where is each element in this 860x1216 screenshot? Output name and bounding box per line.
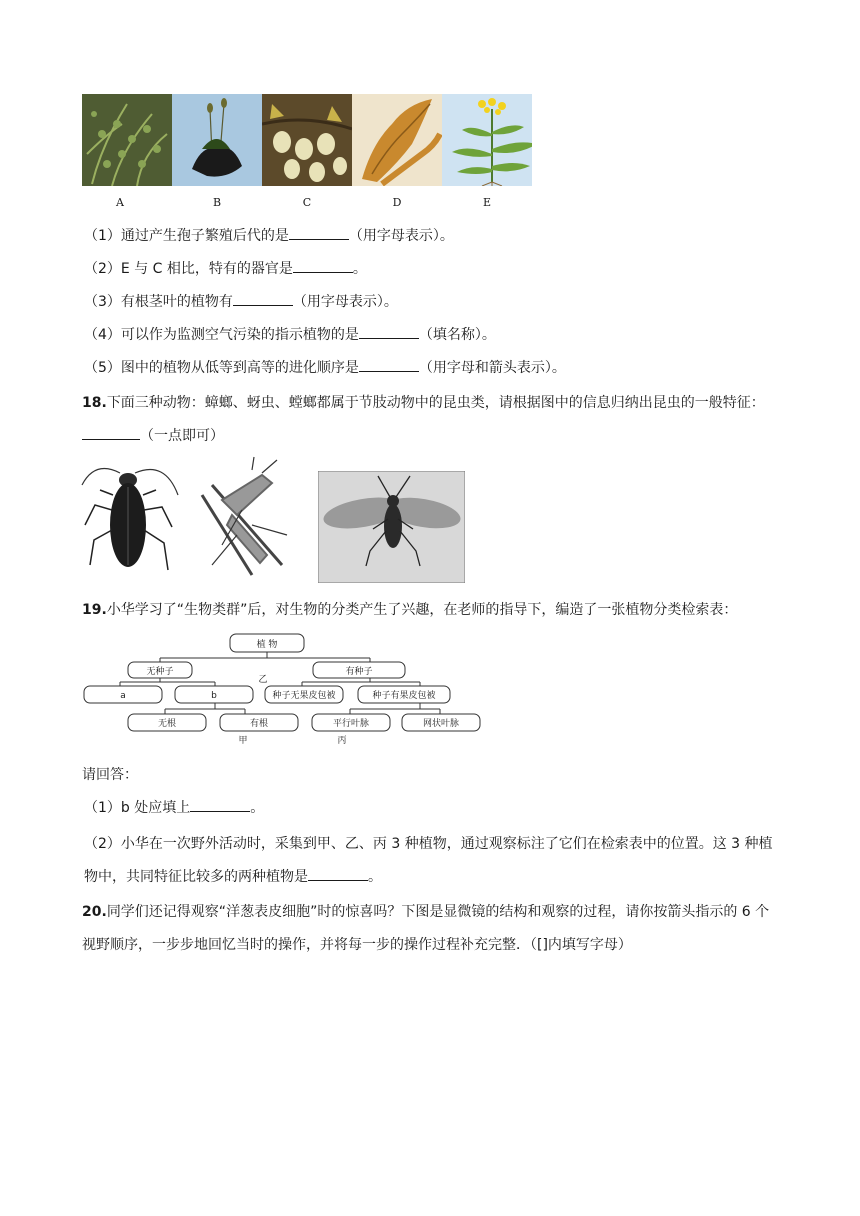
q17-item-1: （1）通过产生孢子繁殖后代的是 （用字母表示）。	[84, 225, 454, 247]
key-root: 植 物	[256, 640, 278, 650]
plant-label-b: B	[212, 196, 222, 209]
key-b: b	[211, 691, 217, 701]
key-a: a	[120, 691, 126, 701]
plant-label-a: A	[116, 196, 124, 209]
ginkgo-image	[262, 94, 352, 186]
key-seed-bare: 种子无果皮包被	[272, 691, 336, 701]
answer-blank[interactable]	[293, 258, 353, 273]
q19-sub-1: （1）b 处应填上 。	[84, 797, 264, 819]
key-yi: 乙	[258, 675, 268, 685]
q17-item-3: （3）有根茎叶的植物有 （用字母表示）。	[84, 291, 398, 313]
plant-label-c: C	[302, 196, 312, 209]
q17-item-2: （2）E 与 C 相比，特有的器官是 。	[84, 258, 367, 280]
answer-blank[interactable]	[82, 425, 140, 440]
question-19: 19.小华学习了“生物类群”后，对生物的分类产生了兴趣，在老师的指导下，编造了一张植物分类检索表：	[82, 602, 738, 618]
aphid-image	[318, 471, 465, 583]
q19-prompt: 请回答：	[82, 767, 138, 783]
key-no-root: 无根	[157, 719, 177, 729]
answer-blank[interactable]	[359, 357, 419, 372]
q19-sub-2: （2）小华在一次野外活动时，采集到甲、乙、丙 3 种植物，通过观察标注了它们在检索表中的位置。这 3 种植物中，共同特征比较多的两种植物是 。	[84, 836, 773, 885]
answer-blank[interactable]	[233, 291, 293, 306]
plant-image-labels	[82, 196, 532, 209]
cockroach-image	[80, 455, 180, 580]
q17-item-4: （4）可以作为监测空气污染的指示植物的是 （填名称）。	[84, 324, 496, 346]
question-number: 19.	[82, 602, 107, 618]
question-number: 20.	[82, 904, 107, 920]
moss-image	[172, 94, 262, 186]
key-bing: 丙	[337, 736, 347, 746]
q17-item-5: （5）图中的植物从低等到高等的进化顺序是 （用字母和箭头表示）。	[84, 357, 566, 379]
plant-classification-key	[80, 630, 490, 752]
answer-blank[interactable]	[190, 797, 250, 812]
insect-images	[80, 455, 470, 585]
key-net-vein: 网状叶脉	[422, 719, 460, 729]
fern-image	[82, 94, 172, 186]
key-seed-covered: 种子有果皮包被	[372, 691, 436, 701]
question-20: 20.同学们还记得观察“洋葱表皮细胞”时的惊喜吗？下图是显微镜的结构和观察的过程，请你按箭头指示的 6 个视野顺序，一步步地回忆当时的操作，并将每一步的操作过程补充完整．（[]内填写字母）	[82, 904, 770, 953]
mantis-image	[192, 455, 302, 583]
key-parallel-vein: 平行叶脉	[332, 719, 370, 729]
key-has-seed: 有种子	[345, 667, 373, 677]
key-jia: 甲	[238, 736, 248, 746]
answer-blank[interactable]	[359, 324, 419, 339]
answer-blank[interactable]	[289, 225, 349, 240]
seaweed-image	[352, 94, 442, 186]
question-18: 18.下面三种动物：蟑螂、蚜虫、螳螂都属于节肢动物中的昆虫类，请根据图中的信息归纳出昆虫的一般特征：（一点即可）	[82, 395, 765, 444]
plant-image-strip	[82, 94, 532, 186]
question-number: 18.	[82, 395, 107, 411]
answer-blank[interactable]	[308, 866, 368, 881]
plant-label-e: E	[482, 196, 492, 209]
plant-label-d: D	[392, 196, 402, 209]
key-has-root: 有根	[249, 719, 269, 729]
key-no-seed: 无种子	[146, 667, 174, 677]
flowering-plant-image	[442, 94, 532, 186]
